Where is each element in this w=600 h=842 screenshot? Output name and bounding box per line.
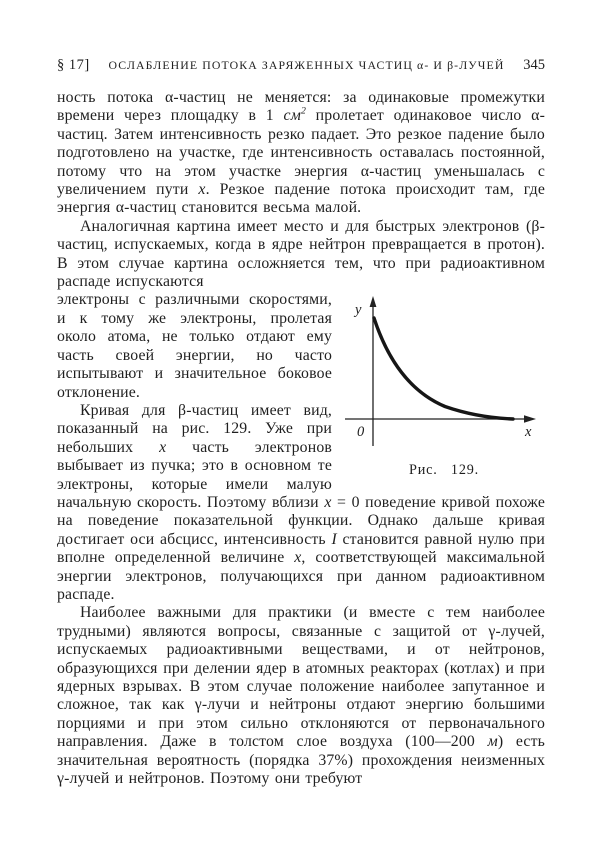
section-number: § 17] xyxy=(57,57,90,73)
paragraph-beta-curve: Кривая для β-частиц имеет вид, показанный на рис. 129. Уже при небольших x часть электронов выбывает из пучка; это в основном те электроны, которые имели малую начальную скорость. Поэтому вблизи x = 0 поведение кривой похоже на поведение показательной функции. Однако дальше кривая достигает оси абсцисс, интенсивность I становится равной нулю при вполне определенной величине x, соответствующей максимальной энергии электронов, получающихся при данном радиоактивном распаде. xyxy=(57,401,546,603)
decay-curve xyxy=(374,318,513,419)
figure-wrap-section xyxy=(57,291,545,604)
paragraph-alpha-flux: ность потока α-частиц не меняется: за одинаковые промежутки времени через площадку в 1 $см^2$ пролетает одинаковое число α-частиц. Затем интенсивность резко падает. Это резкое падение было подготовлено на участке, где интенсивность оставалась постоянной, потому что на этом участке энергия α-частиц уменьшалась с увеличением пути x. Резкое падение потока происходит там, где энергия α-частиц становится весьма малой. xyxy=(57,89,545,217)
y-axis-label: y xyxy=(355,302,362,319)
paragraph-electron-scatter: электроны с различными скоростями, и к тому же электроны, пролетая около атома, не только отдают ему часть своей энергии, но часто испытывают и значительное боковое отклонение. xyxy=(57,291,332,401)
x-axis-arrow-icon xyxy=(524,416,536,423)
decay-curve-plot xyxy=(343,294,545,452)
paragraph-gamma-neutrons: Наиболее важными для практики (и вместе с тем наиболее трудными) являются вопросы, связанные с защитой от γ-лучей, испускаемых радиоактивными веществами, и от нейтронов, образующихся при делении ядер в атомных реакторах (котлах) и при ядерных взрывах. В этом случае положение наиболее запутанное и сложное, так как γ-лучи и нейтроны отдают энергию большими порциями и при этом сильно отклоняются от первоначального направления. Даже в толстом слое воздуха (100—200 м) есть значительная вероятность (порядка 37%) прохождения неизменных γ-лучей и нейтронов. Поэтому они требуют xyxy=(57,604,545,788)
y-axis-arrow-icon xyxy=(370,296,377,307)
page-number: 345 xyxy=(523,57,545,73)
running-header xyxy=(57,57,545,74)
figure-129 xyxy=(343,294,545,479)
figure-caption: Рис. 129. xyxy=(409,462,479,479)
origin-label: 0 xyxy=(357,424,365,441)
paragraph-beta-intro: Аналогичная картина имеет место и для быстрых электронов (β-частиц, испускаемых, когда в ядре нейтрон превращается в протон). В этом случае картина осложняется тем, что при радиоактивном распаде испускаются xyxy=(57,217,545,291)
page-body xyxy=(57,89,545,788)
x-axis-label: x xyxy=(525,424,532,441)
running-title: ОСЛАБЛЕНИЕ ПОТОКА ЗАРЯЖЕННЫХ ЧАСТИЦ α- И β-ЛУЧЕЙ xyxy=(108,58,505,72)
